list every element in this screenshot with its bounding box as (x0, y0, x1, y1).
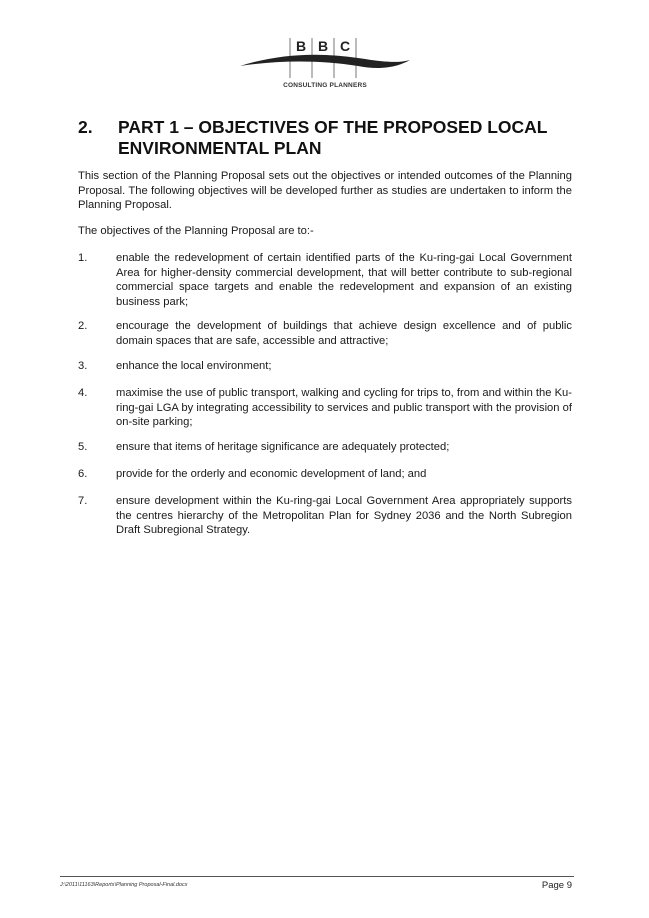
list-item-number: 7. (78, 495, 88, 507)
list-item-text: provide for the orderly and economic development of land; and (116, 468, 427, 480)
footer-divider (60, 876, 574, 877)
list-item-number: 6. (78, 468, 88, 480)
logo-letter-c: C (339, 38, 351, 54)
logo-subtitle: CONSULTING PLANNERS (283, 82, 367, 89)
footer-file-path: J:\2011\11163\Reports\Planning Proposal-Final.docx (60, 882, 188, 888)
list-item-text: ensure development within the Ku-ring-gai Local Government Area appropriately supports the centres hierarchy of the Metropolitan Plan for Sydney 2036 and the North Subregion Draft Subregional Strategy. (116, 495, 572, 536)
section-title: PART 1 – OBJECTIVES OF THE PROPOSED LOCAL ENVIRONMENTAL PLAN (118, 117, 548, 158)
list-item-text: enhance the local environment; (116, 360, 272, 372)
list-item-text: maximise the use of public transport, walking and cycling for trips to, from and within the Ku-ring-gai LGA by integrating accessibility to services and public transport with the provision of on-site parking; (116, 387, 572, 428)
list-item-number: 1. (78, 252, 88, 264)
list-item-number: 5. (78, 441, 88, 453)
logo-graphic (238, 34, 412, 82)
intro-paragraph: This section of the Planning Proposal sets out the objectives or intended outcomes of the Planning Proposal. The following objectives will be developed further as studies are undertaken to inform the Planning Proposal. (78, 170, 572, 211)
footer-page-number: Page 9 (541, 880, 572, 891)
list-item-number: 3. (78, 360, 88, 372)
list-item-number: 4. (78, 387, 88, 399)
logo-letter-b2: B (317, 38, 329, 54)
list-item-text: ensure that items of heritage significance are adequately protected; (116, 441, 450, 453)
objectives-lead: The objectives of the Planning Proposal are to:- (78, 225, 314, 237)
section-number: 2. (78, 117, 93, 137)
logo-letter-b1: B (295, 38, 307, 54)
company-logo (238, 34, 412, 92)
list-item-text: encourage the development of buildings that achieve design excellence and of public domain spaces that are safe, accessible and attractive; (116, 320, 572, 347)
list-item-text: enable the redevelopment of certain identified parts of the Ku-ring-gai Local Government Area for higher-density commercial development, that will better contribute to sub-regional commercial space targets and enable the redevelopment and expansion of an existing business park; (116, 252, 572, 308)
list-item-number: 2. (78, 320, 88, 332)
